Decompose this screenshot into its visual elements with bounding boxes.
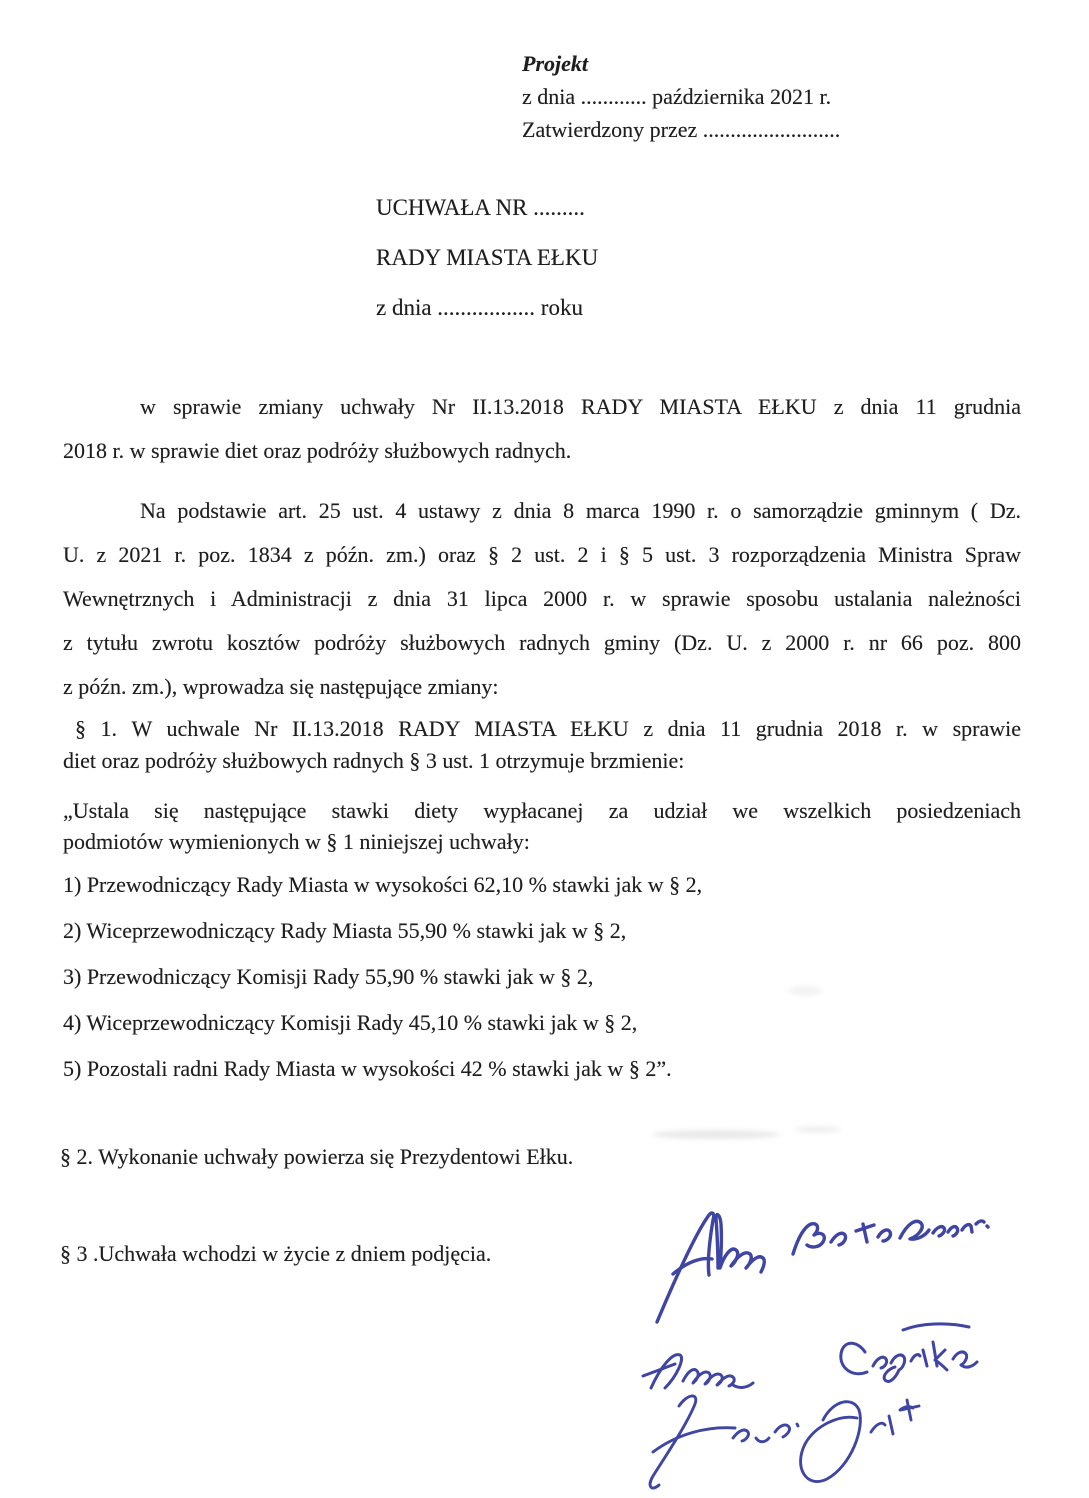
list-item: 1) Przewodniczący Rady Miasta w wysokości 62,10 % stawki jak w § 2,	[63, 872, 703, 897]
subject-paragraph	[63, 385, 1021, 473]
text-line: w sprawie zmiany uchwały Nr II.13.2018 RADY MIASTA EŁKU z dnia 11 grudnia	[140, 394, 1021, 419]
draft-date-line: z dnia ............ października 2021 r.	[522, 84, 832, 109]
signature-ink-group	[643, 1213, 988, 1488]
draft-label: Projekt	[522, 51, 588, 76]
signature-lukasz-cegielka	[643, 1324, 977, 1388]
resolution-heading	[376, 183, 598, 333]
text-line: U. z 2021 r. poz. 1834 z późn. zm.) oraz § 2 ust. 2 i § 5 ust. 3 rozporządzenia Ministra Spraw	[63, 542, 1021, 567]
signature-illegible	[650, 1396, 919, 1488]
council-name-line: RADY MIASTA EŁKU	[376, 245, 599, 270]
text-line: z późn. zm.), wprowadza się następujące zmiany:	[63, 674, 499, 699]
scan-smudge	[795, 1126, 841, 1133]
scan-smudge	[788, 986, 822, 996]
rates-list	[63, 862, 1021, 1092]
quoted-provision-paragraph	[63, 795, 1021, 857]
resolution-number-line: UCHWAŁA NR .........	[376, 195, 585, 220]
signature-adam-bartoszewicz	[657, 1213, 988, 1322]
text-line: 2018 r. w sprawie diet oraz podróży służbowych radnych.	[63, 438, 572, 463]
list-item: 3) Przewodniczący Komisji Rady 55,90 % stawki jak w § 2,	[63, 964, 594, 989]
resolution-date-line: z dnia ................. roku	[376, 295, 583, 320]
text-line: podmiotów wymienionych w § 1 niniejszej uchwały:	[63, 829, 530, 854]
draft-approved-line: Zatwierdzony przez .........................	[522, 117, 841, 142]
section-2-paragraph: § 2. Wykonanie uchwały powierza się Prezydentowi Ełku.	[60, 1144, 574, 1169]
text-line: Na podstawie art. 25 ust. 4 ustawy z dnia 8 marca 1990 r. o samorządzie gminnym ( Dz.	[140, 498, 1021, 523]
list-item: 5) Pozostali radni Rady Miasta w wysokości 42 % stawki jak w § 2”.	[63, 1056, 672, 1081]
legal-basis-paragraph	[63, 489, 1021, 709]
section-1-paragraph	[63, 713, 1021, 777]
scan-smudge	[652, 1130, 780, 1139]
draft-header	[522, 47, 840, 146]
text-line: z tytułu zwrotu kosztów podróży służbowych radnych gminy (Dz. U. z 2000 r. nr 66 poz. 800	[63, 630, 1021, 655]
text-line: § 1. W uchwale Nr II.13.2018 RADY MIASTA EŁKU z dnia 11 grudnia 2018 r. w sprawie	[75, 716, 1021, 741]
text-line: diet oraz podróży służbowych radnych § 3 ust. 1 otrzymuje brzmienie:	[63, 748, 685, 773]
signatures-area	[615, 1180, 1089, 1498]
text-line: „Ustala się następujące stawki diety wypłacanej za udział we wszelkich posiedzeniach	[63, 798, 1021, 823]
section-3-paragraph: § 3 .Uchwała wchodzi w życie z dniem podjęcia.	[60, 1241, 492, 1266]
list-item: 2) Wiceprzewodniczący Rady Miasta 55,90 % stawki jak w § 2,	[63, 918, 627, 943]
text-line: Wewnętrznych i Administracji z dnia 31 lipca 2000 r. w sprawie sposobu ustalania należności	[63, 586, 1021, 611]
list-item: 4) Wiceprzewodniczący Komisji Rady 45,10 % stawki jak w § 2,	[63, 1010, 638, 1035]
